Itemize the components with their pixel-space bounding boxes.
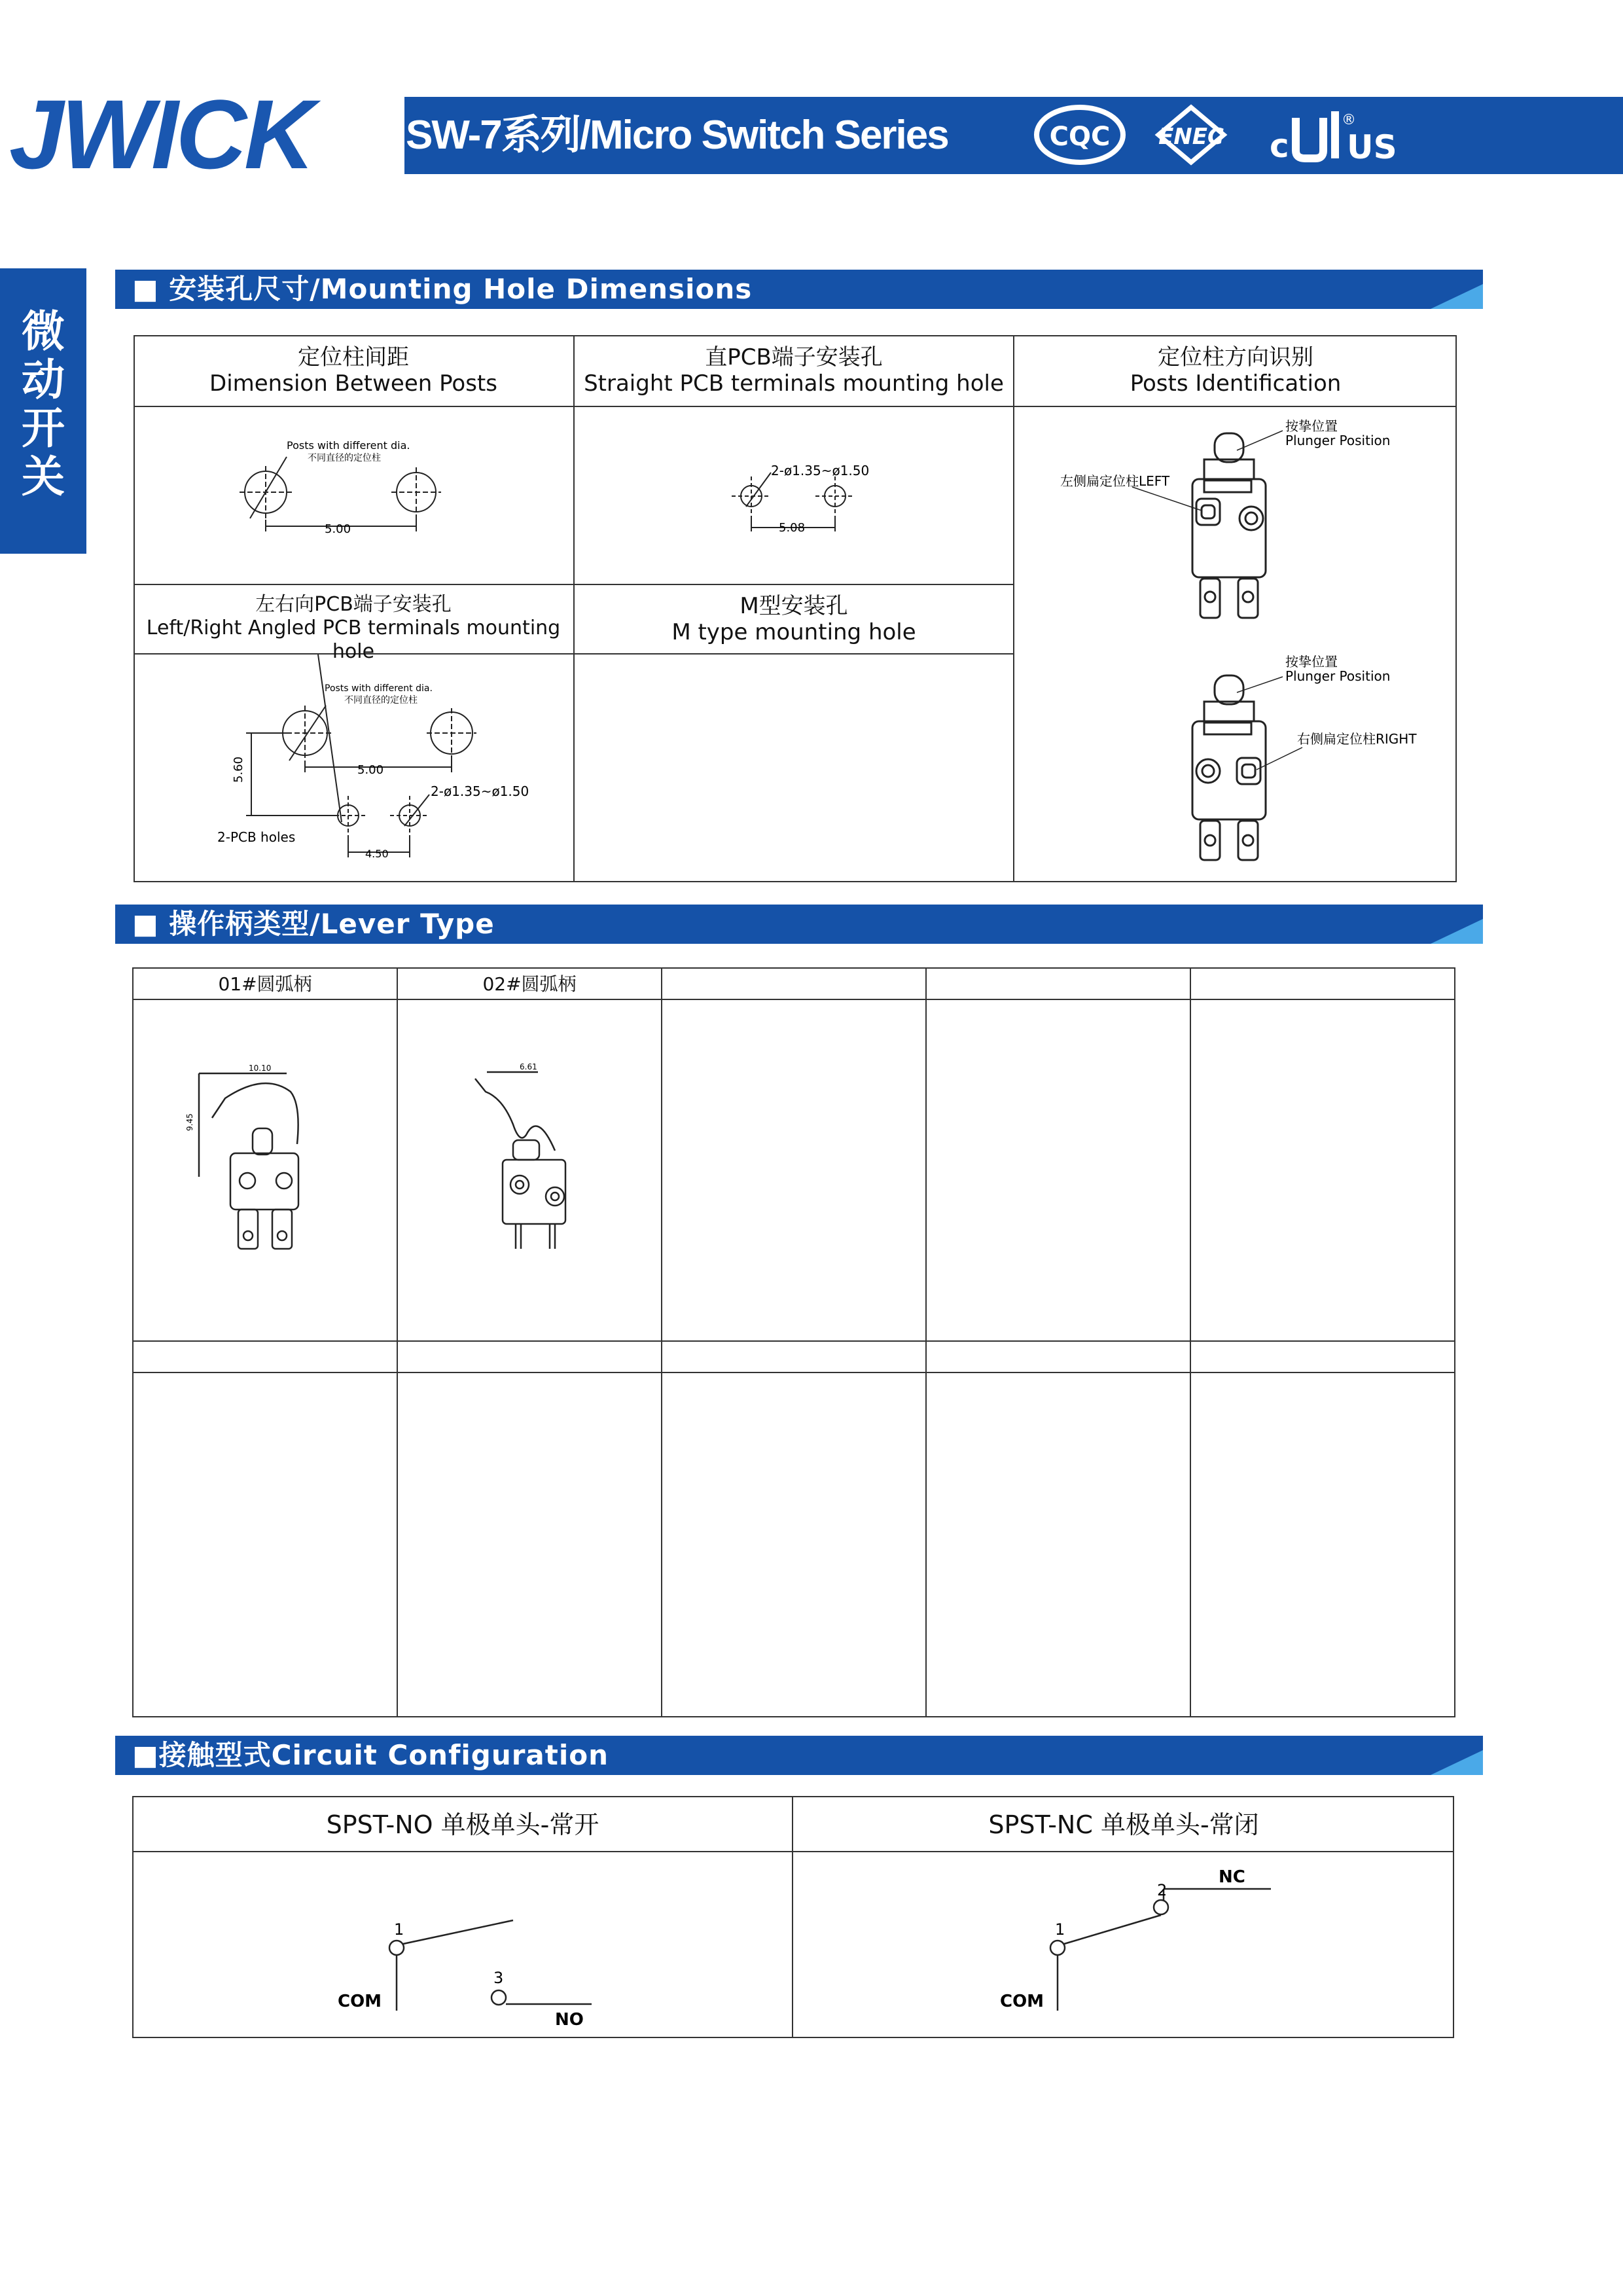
- caption-posts-id: [1014, 344, 1457, 397]
- note-cn: 不同直径的定位柱: [308, 453, 381, 463]
- caption-cn: 定位柱方向识别: [1158, 344, 1313, 370]
- plunger-cn: 按挚位置: [1285, 654, 1338, 670]
- spst-nc-diagram: [793, 1852, 1453, 2037]
- side-char: 微: [22, 306, 65, 357]
- ul-us-text: US: [1347, 128, 1397, 166]
- circuit-no-title: SPST-NO 单极单头-常开: [326, 1810, 599, 1839]
- dim-5.60: 5.60: [232, 756, 245, 783]
- caption-en: Straight PCB terminals mounting hole: [584, 370, 1004, 397]
- hole-label: 2-ø1.35~ø1.50: [431, 783, 529, 799]
- caption-m-type: [575, 593, 1013, 645]
- side-char: 动: [22, 355, 65, 405]
- nc-label: NC: [1219, 1867, 1245, 1887]
- pin-1: 1: [1055, 1920, 1065, 1939]
- angled-pcb-drawing: [135, 655, 573, 881]
- straight-pcb-drawing: [575, 407, 1013, 583]
- section-accent-triangle: [1431, 919, 1483, 944]
- caption-en: Posts Identification: [1130, 370, 1342, 397]
- caption-en: Left/Right Angled PCB terminals mounting hole: [146, 617, 561, 663]
- dim-10.10: 10.10: [249, 1064, 272, 1073]
- note-cn: 不同直径的定位柱: [344, 695, 418, 706]
- pin-3: 3: [493, 1969, 504, 1987]
- enec-mark: [1158, 107, 1224, 162]
- caption-en: Dimension Between Posts: [209, 370, 497, 397]
- caption-straight-pcb: [575, 344, 1013, 397]
- pcb-holes-label: 2-PCB holes: [217, 829, 296, 845]
- posts-between-drawing: [135, 407, 573, 583]
- spst-no-diagram: [134, 1852, 792, 2037]
- lever-01-drawing: [134, 1000, 397, 1340]
- lever-section-bar: [115, 905, 1483, 944]
- ul-c-text: c: [1270, 127, 1289, 165]
- circuit-nc-title: SPST-NC 单极单头-常闭: [988, 1810, 1259, 1839]
- section-accent-triangle: [1431, 1750, 1483, 1775]
- caption-cn: 定位柱间距: [298, 344, 409, 370]
- dim-6.61: 6.61: [520, 1062, 537, 1071]
- series-title: SW-7系列/Micro Switch Series: [406, 113, 948, 158]
- com-label: COM: [1000, 1992, 1044, 2011]
- right-label: 右侧扁定位柱RIGHT: [1297, 731, 1417, 747]
- no-label: NO: [555, 2010, 584, 2030]
- caption-posts-between: [134, 344, 573, 397]
- ul-reg-text: ®: [1342, 112, 1356, 128]
- cqc-mark: [1037, 107, 1123, 162]
- plunger-cn: 按挚位置: [1285, 418, 1338, 434]
- brand-logo: JWICK: [9, 79, 313, 189]
- ul-mark: [1270, 111, 1397, 166]
- section-accent-triangle: [1431, 284, 1483, 309]
- pin-2: 2: [1157, 1881, 1168, 1899]
- certification-marks: [1027, 98, 1446, 171]
- caption-cn: M型安装孔: [740, 593, 848, 619]
- dim-4.50: 4.50: [365, 848, 389, 860]
- side-char: 开: [22, 403, 65, 454]
- cqc-text: CQC: [1049, 122, 1111, 152]
- dim-5.08: 5.08: [779, 521, 806, 535]
- mounting-section-title: ■ 安装孔尺寸/Mounting Hole Dimensions: [132, 273, 753, 305]
- note-en: Posts with different dia.: [325, 683, 433, 694]
- plunger-en: Plunger Position: [1285, 433, 1391, 448]
- caption-angled-pcb: [134, 593, 573, 664]
- side-category-tab: [0, 268, 86, 554]
- enec-text: ENEC: [1158, 124, 1224, 150]
- circuit-section-title: ■接触型式Circuit Configuration: [132, 1739, 609, 1771]
- side-char: 关: [22, 452, 65, 502]
- note-en: Posts with different dia.: [287, 439, 410, 452]
- lever-02-drawing: [398, 1000, 661, 1340]
- hole-label: 2-ø1.35~ø1.50: [771, 463, 870, 478]
- posts-id-drawing: [1014, 407, 1457, 881]
- caption-en: M type mounting hole: [671, 619, 916, 645]
- dim-5.00: 5.00: [325, 522, 351, 536]
- plunger-en: Plunger Position: [1285, 668, 1391, 684]
- lever-section-title: ■ 操作柄类型/Lever Type: [132, 908, 495, 940]
- com-label: COM: [338, 1992, 382, 2011]
- caption-cn: 左右向PCB端子安装孔: [255, 593, 452, 616]
- pin-1: 1: [394, 1920, 404, 1939]
- mounting-section-bar: [115, 270, 1483, 309]
- dim-9.45: 9.45: [185, 1113, 194, 1131]
- lever-header-02: 02#圆弧柄: [482, 973, 577, 995]
- lever-header-01: 01#圆弧柄: [218, 973, 312, 995]
- left-label: 左侧扁定位柱LEFT: [1060, 473, 1170, 489]
- dim-5.00: 5.00: [357, 763, 384, 777]
- caption-cn: 直PCB端子安装孔: [705, 344, 883, 370]
- circuit-section-bar: [115, 1736, 1483, 1775]
